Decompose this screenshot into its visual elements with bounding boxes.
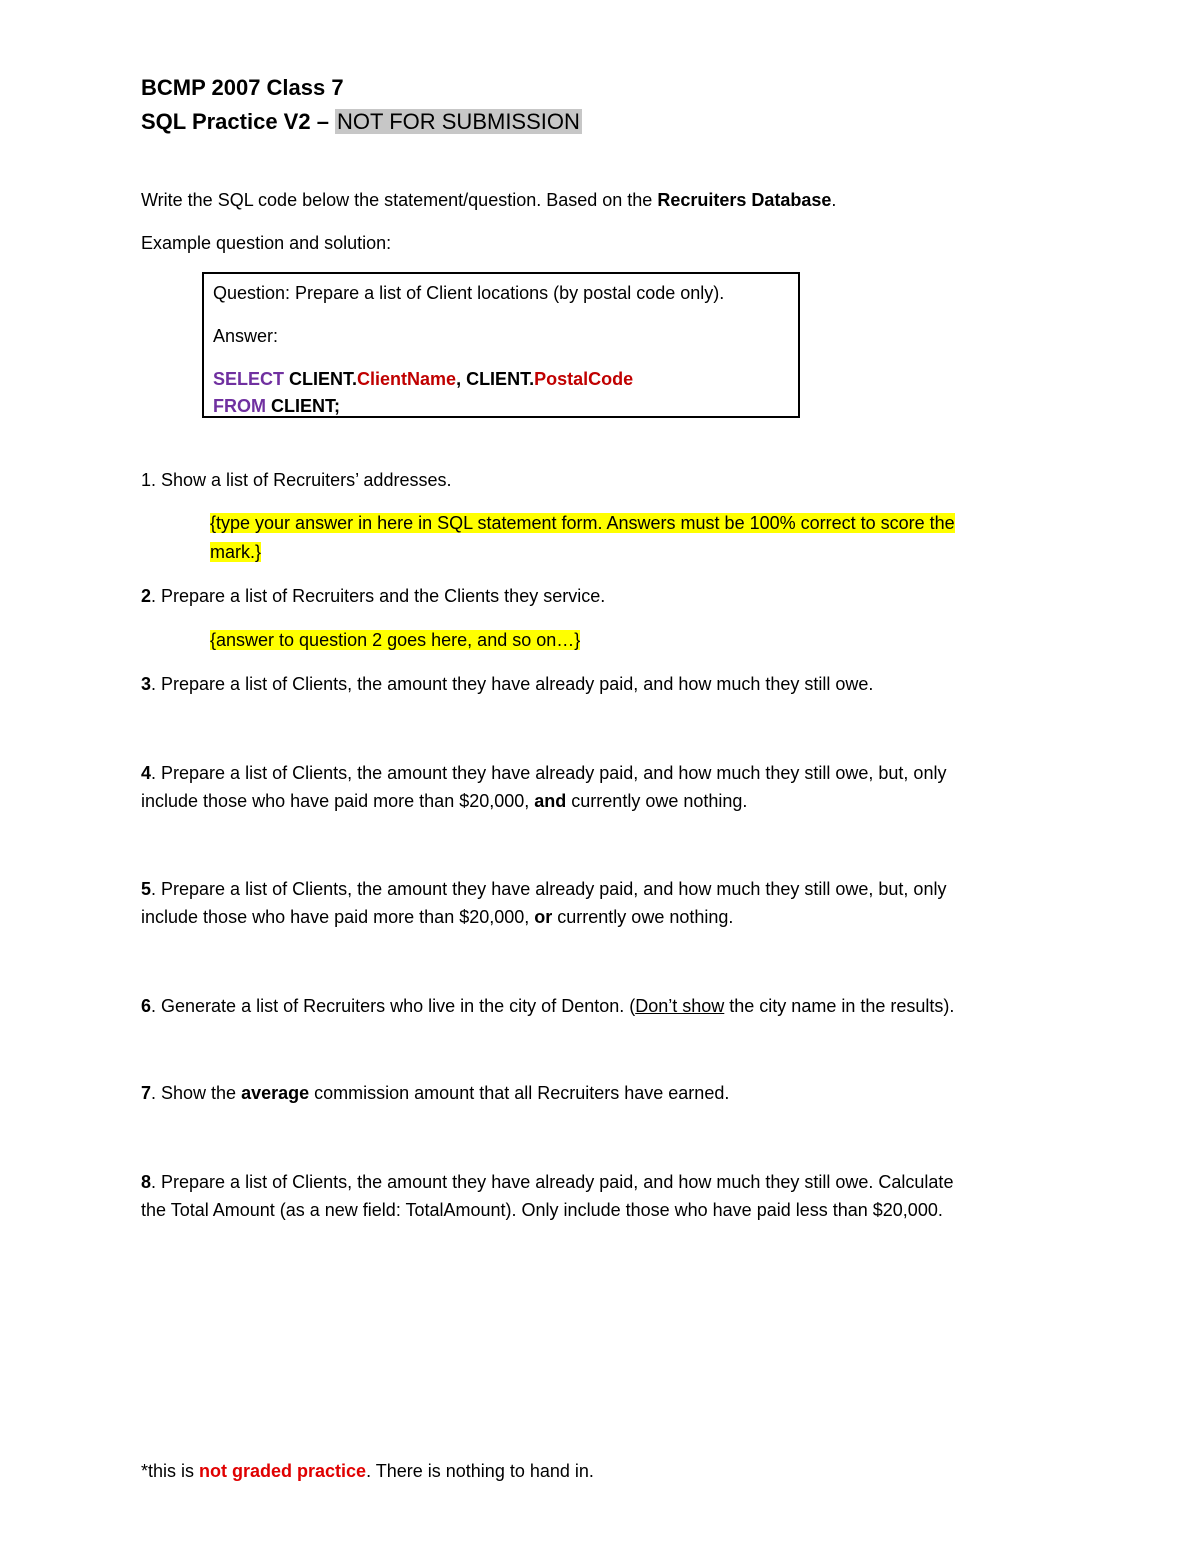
sql-field-clientname: ClientName xyxy=(357,369,457,389)
question-text: currently owe nothing. xyxy=(566,791,748,811)
emphasis-and: and xyxy=(534,791,567,811)
document-subtitle xyxy=(141,106,582,138)
answer-placeholder[interactable]: mark.} xyxy=(210,542,262,562)
question-3 xyxy=(141,670,873,698)
example-question: Question: Prepare a list of Client locations (by postal code only). xyxy=(213,283,725,303)
sql-keyword-from: FROM xyxy=(213,396,266,416)
emphasis-average: average xyxy=(241,1083,310,1103)
question-number: 1 xyxy=(141,470,152,490)
question-number: 2 xyxy=(141,586,152,606)
sql-from-table: CLIENT; xyxy=(266,396,340,416)
example-label-text: Example question and solution: xyxy=(141,233,392,253)
question-text: . Show the xyxy=(151,1083,242,1103)
example-sql-from xyxy=(213,393,340,419)
not-for-submission-highlight: NOT FOR SUBMISSION xyxy=(337,109,580,134)
answer-2[interactable] xyxy=(210,626,580,654)
question-5-line-2 xyxy=(141,903,733,931)
question-6 xyxy=(141,992,954,1020)
footer-note xyxy=(141,1457,594,1485)
question-8-line-1 xyxy=(141,1168,953,1196)
answer-placeholder[interactable]: {answer to question 2 goes here, and so on…} xyxy=(210,630,581,650)
sql-table-client-2: , CLIENT. xyxy=(456,369,535,389)
question-text: include those who have paid more than $20,000, xyxy=(141,791,535,811)
question-number: 5 xyxy=(141,879,152,899)
answer-1-line-1[interactable] xyxy=(210,509,955,537)
question-text: include those who have paid more than $20,000, xyxy=(141,907,535,927)
question-number: 8 xyxy=(141,1172,152,1192)
instruction-text: Write the SQL code below the statement/question. Based on the xyxy=(141,190,658,210)
example-sql-select xyxy=(213,366,633,392)
answer-1-line-2[interactable] xyxy=(210,538,261,566)
question-text: . Prepare a list of Clients, the amount they have already paid, and how much they still owe, but, only xyxy=(151,879,947,899)
question-text: commission amount that all Recruiters have earned. xyxy=(309,1083,730,1103)
emphasis-or: or xyxy=(534,907,553,927)
question-text: . Prepare a list of Clients, the amount they have already paid, and how much they still owe, but, only xyxy=(151,763,947,783)
question-number: 3 xyxy=(141,674,152,694)
question-text: the city name in the results). xyxy=(724,996,955,1016)
sql-table-client: CLIENT. xyxy=(284,369,358,389)
instruction-line xyxy=(141,186,836,214)
sql-keyword-select: SELECT xyxy=(213,369,285,389)
instruction-suffix: . xyxy=(831,190,837,210)
question-2 xyxy=(141,582,605,610)
question-text: . Generate a list of Recruiters who live in the city of Denton. ( xyxy=(151,996,636,1016)
question-1 xyxy=(141,466,451,494)
question-8-line-2 xyxy=(141,1196,943,1224)
footer-not-graded: not graded practice xyxy=(199,1461,367,1481)
question-number: 7 xyxy=(141,1083,152,1103)
subtitle-prefix: SQL Practice V2 – xyxy=(141,109,336,134)
question-text: currently owe nothing. xyxy=(552,907,734,927)
question-text: . Prepare a list of Clients, the amount they have already paid, and how much they still owe. xyxy=(151,674,874,694)
example-answer-label: Answer: xyxy=(213,326,279,346)
example-label xyxy=(141,229,391,257)
question-number: 6 xyxy=(141,996,152,1016)
question-number: 4 xyxy=(141,763,152,783)
question-text: the Total Amount (as a new field: TotalAmount). Only include those who have paid less than $20,000. xyxy=(141,1200,943,1220)
question-text: . Prepare a list of Clients, the amount they have already paid, and how much they still owe. Calculate xyxy=(151,1172,954,1192)
question-text: . Show a list of Recruiters’ addresses. xyxy=(151,470,452,490)
question-text: . Prepare a list of Recruiters and the Clients they service. xyxy=(151,586,606,606)
footer-suffix: . There is nothing to hand in. xyxy=(366,1461,594,1481)
course-title xyxy=(141,72,344,104)
footer-prefix: *this is xyxy=(141,1461,200,1481)
answer-placeholder[interactable]: {type your answer in here in SQL statement form. Answers must be 100% correct to score the xyxy=(210,513,955,533)
question-5-line-1 xyxy=(141,875,946,903)
underlined-text: Don’t show xyxy=(635,996,725,1016)
example-box xyxy=(202,272,800,418)
question-4-line-1 xyxy=(141,759,946,787)
course-title-text: BCMP 2007 Class 7 xyxy=(141,75,344,100)
sql-field-postalcode: PostalCode xyxy=(534,369,634,389)
question-7 xyxy=(141,1079,729,1107)
question-4-line-2 xyxy=(141,787,747,815)
database-name: Recruiters Database xyxy=(657,190,832,210)
